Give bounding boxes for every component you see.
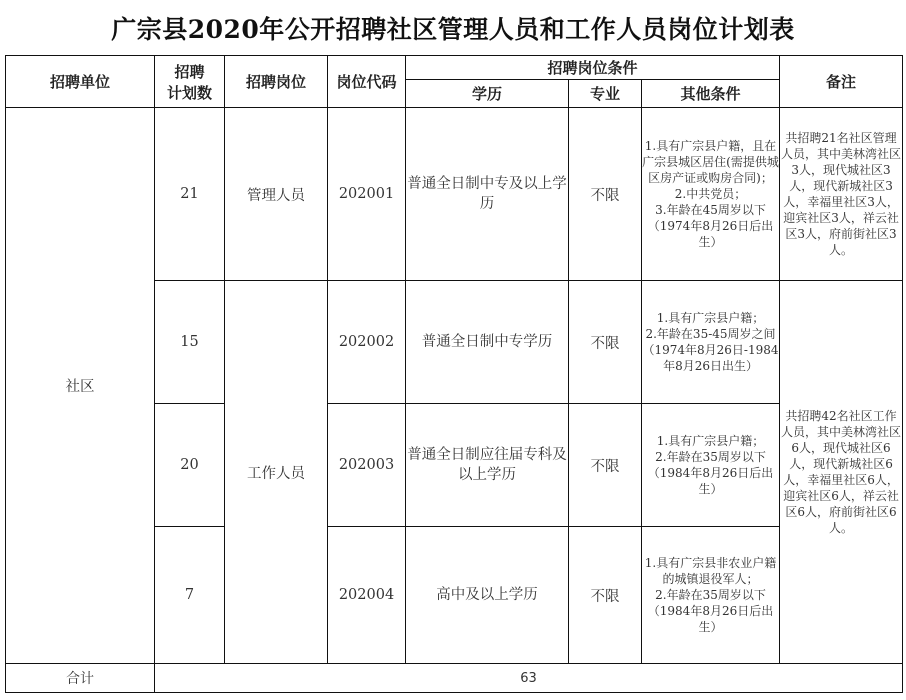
header-plan-count <box>155 56 225 108</box>
header-code: 岗位代码 <box>328 56 406 108</box>
condition-item: 2.年龄在35周岁以下（1984年8月26日后出生） <box>647 450 774 496</box>
condition-item: 1.具有广宗县户籍； <box>656 311 765 325</box>
header-conditions: 招聘岗位条件 <box>406 56 780 80</box>
education-cell: 普通全日制中专及以上学历 <box>406 108 569 281</box>
major-cell: 不限 <box>569 404 642 527</box>
header-major: 专业 <box>569 80 642 108</box>
education-cell: 普通全日制中专学历 <box>406 281 569 404</box>
condition-item: 1.具有广宗县非农业户籍的城镇退役军人； <box>644 556 777 586</box>
note-cell-worker: 共招聘42名社区工作人员，其中美林湾社区6人，现代城社区6人，现代新城社区6人，幸福里社区6人，迎宾社区6人，祥云社区6人，府前街社区6人。 <box>780 281 903 664</box>
code-cell: 202001 <box>328 108 406 281</box>
other-conditions-cell <box>642 527 780 664</box>
note-cell-manager: 共招聘21名社区管理人员，其中美林湾社区3人，现代城社区3人，现代新城社区3人，幸福里社区3人，迎宾社区3人，祥云社区3人，府前街社区3人。 <box>780 108 903 281</box>
recruitment-plan-table <box>5 55 903 693</box>
total-row <box>6 664 903 693</box>
page-title: 广宗县2020年公开招聘社区管理人员和工作人员岗位计划表 <box>111 15 795 44</box>
unit-cell: 社区 <box>6 108 155 664</box>
code-cell: 202002 <box>328 281 406 404</box>
total-label: 合计 <box>6 664 155 693</box>
code-cell: 202003 <box>328 404 406 527</box>
header-education: 学历 <box>406 80 569 108</box>
code-cell: 202004 <box>328 527 406 664</box>
total-value: 63 <box>155 664 903 693</box>
header-other: 其他条件 <box>642 80 780 108</box>
header-unit: 招聘单位 <box>6 56 155 108</box>
education-cell: 普通全日制应往届专科及以上学历 <box>406 404 569 527</box>
condition-item: 1.具有广宗县户籍，且在广宗县城区居住(需提供城区房产证或购房合同)； <box>642 139 779 185</box>
other-conditions-cell <box>642 404 780 527</box>
header-plan-count-line1: 招聘 <box>174 62 205 81</box>
condition-item: 2.年龄在35周岁以下（1984年8月26日后出生） <box>647 588 774 634</box>
other-conditions-cell <box>642 108 780 281</box>
count-cell: 15 <box>155 281 225 404</box>
condition-item: 2.年龄在35-45周岁之间（1974年8月26日-1984年8月26日出生） <box>642 327 779 373</box>
table-row <box>6 108 903 281</box>
condition-item: 1.具有广宗县户籍； <box>656 434 765 448</box>
condition-item: 2.中共党员； <box>674 187 747 201</box>
major-cell: 不限 <box>569 281 642 404</box>
position-cell: 工作人员 <box>225 281 328 664</box>
header-plan-count-line2: 计划数 <box>166 83 212 102</box>
count-cell: 7 <box>155 527 225 664</box>
other-conditions-cell <box>642 281 780 404</box>
count-cell: 21 <box>155 108 225 281</box>
education-cell: 高中及以上学历 <box>406 527 569 664</box>
major-cell: 不限 <box>569 108 642 281</box>
position-cell: 管理人员 <box>225 108 328 281</box>
major-cell: 不限 <box>569 527 642 664</box>
header-note: 备注 <box>780 56 903 108</box>
header-position: 招聘岗位 <box>225 56 328 108</box>
count-cell: 20 <box>155 404 225 527</box>
condition-item: 3.年龄在45周岁以下（1974年8月26日后出生） <box>647 203 774 249</box>
